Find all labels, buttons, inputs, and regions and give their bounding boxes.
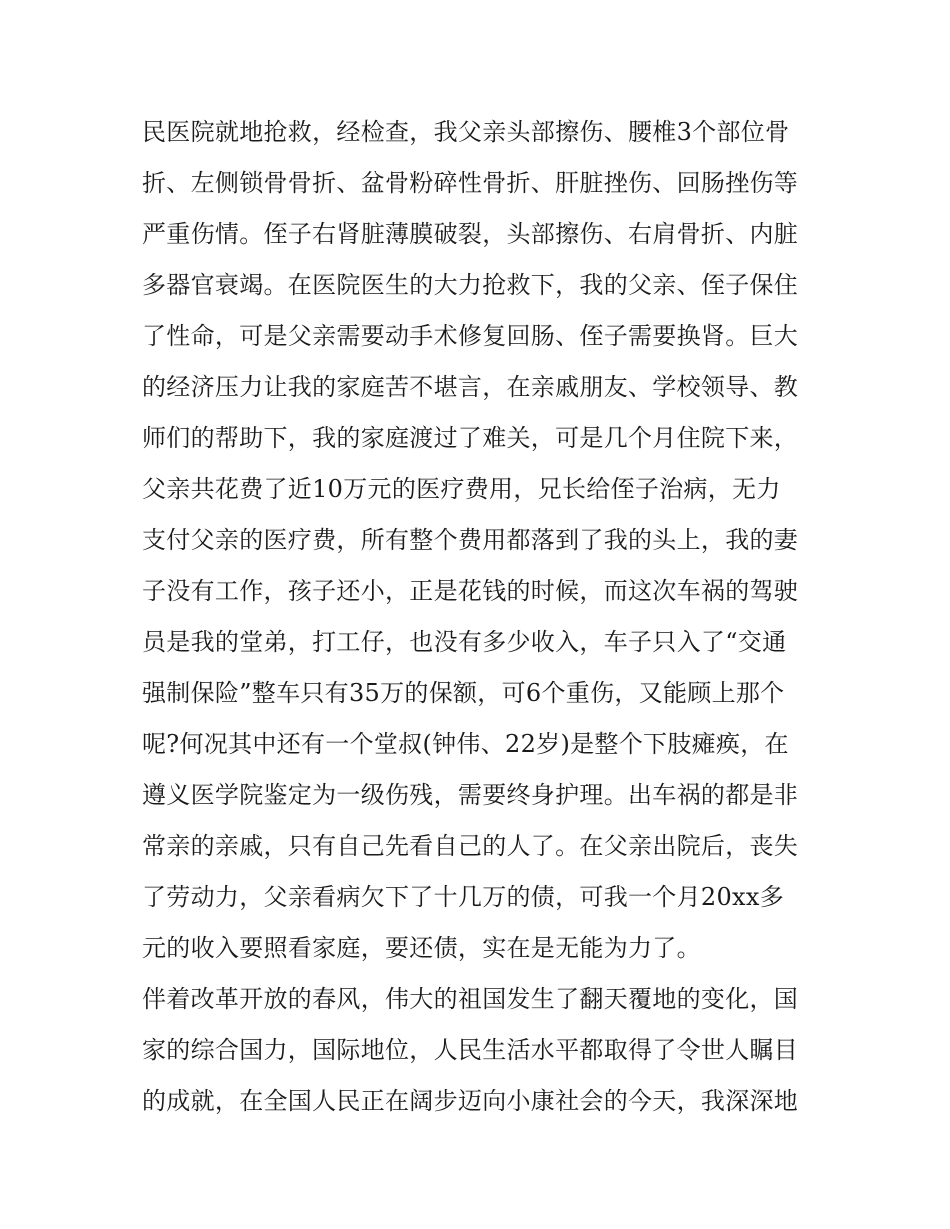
- text-line-11: 员是我的堂弟，打工仔，也没有多少收入，车子只入了“交通: [142, 628, 787, 656]
- text-line-17: 元的收入要照看家庭，要还债，实在是无能为力了。: [142, 934, 701, 962]
- text-line-14: 遵义医学院鉴定为一级伤残，需要终身护理。出车祸的都是非: [142, 781, 799, 809]
- text-line-8: 父亲共花费了近10万元的医疗费用，兄长给侄子治病，无力: [142, 475, 781, 503]
- text-line-20: 的成就，在全国人民正在阔步迈向小康社会的今天，我深深地: [142, 1087, 799, 1115]
- text-line-19: 家的综合国力，国际地位，人民生活水平都取得了令世人瞩目: [142, 1036, 799, 1064]
- text-line-18: 伴着改革开放的春风，伟大的祖国发生了翻天覆地的变化，国: [142, 985, 799, 1013]
- text-line-3: 严重伤情。侄子右肾脏薄膜破裂，头部擦伤、右肩骨折、内脏: [142, 220, 799, 248]
- text-line-13: 呢?何况其中还有一个堂叔(钟伟、22岁)是整个下肢瘫痪，在: [142, 730, 789, 758]
- text-line-9: 支付父亲的医疗费，所有整个费用都落到了我的头上，我的妻: [142, 526, 799, 554]
- text-line-4: 多器官衰竭。在医院医生的大力抢救下，我的父亲、侄子保住: [142, 271, 799, 299]
- text-line-10: 子没有工作，孩子还小，正是花钱的时候，而这次车祸的驾驶: [142, 577, 799, 605]
- text-line-5: 了性命，可是父亲需要动手术修复回肠、侄子需要换肾。巨大: [142, 322, 799, 350]
- text-line-16: 了劳动力，父亲看病欠下了十几万的债，可我一个月20xx多: [142, 883, 785, 911]
- text-line-12: 强制保险”整车只有35万的保额，可6个重伤，又能顾上那个: [142, 679, 785, 707]
- body-text: [142, 107, 822, 1127]
- text-line-1: 民医院就地抢救，经检查，我父亲头部擦伤、腰椎3个部位骨: [142, 118, 790, 146]
- text-line-2: 折、左侧锁骨骨折、盆骨粉碎性骨折、肝脏挫伤、回肠挫伤等: [142, 169, 799, 197]
- text-line-7: 师们的帮助下，我的家庭渡过了难关，可是几个月住院下来，: [142, 424, 799, 452]
- text-line-15: 常亲的亲戚，只有自己先看自己的人了。在父亲出院后，丧失: [142, 832, 799, 860]
- text-line-6: 的经济压力让我的家庭苦不堪言，在亲戚朋友、学校领导、教: [142, 373, 799, 401]
